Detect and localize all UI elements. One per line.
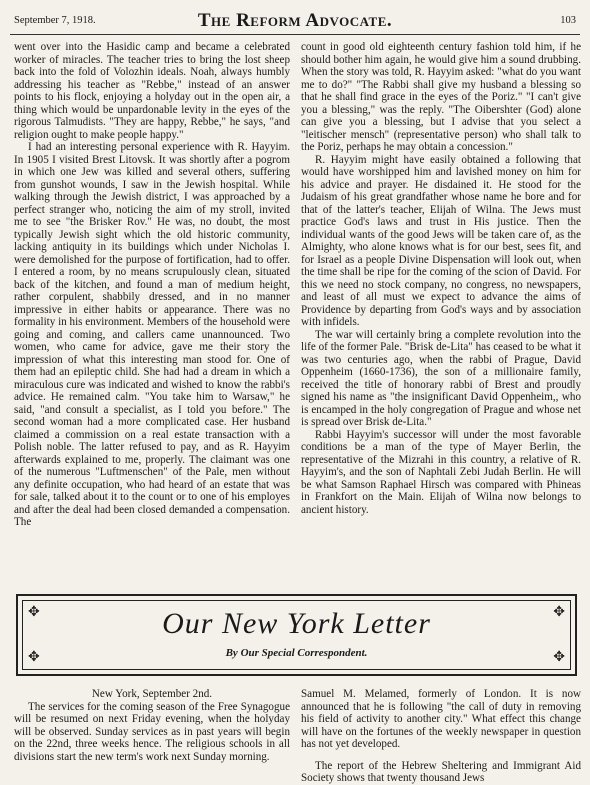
article-paragraph: went over into the Hasidic camp and became a celebrated worker of miracles. The teacher tries to bring the lost sheep back into the fold of Volozhin ideals. Noah, always humbly addressing his teacher as "Rebbe," instead of an answer points to his flock, enjoying a holyday out in the open air, a thing which would be unpardonable levity in the eyes of the rigorous Talmudists. "They are happy, Rebbe," he says, "and religion ought to make people happy." [14, 41, 290, 141]
letter-paragraph: Samuel M. Melamed, formerly of London. It is now announced that he is following "the call of duty in removing his field of activity to another city." What effect this change will have on the fortunes of the weekly newspaper in question has not yet developed. [301, 688, 581, 750]
section-title: Our New York Letter [162, 607, 431, 640]
section-byline: By Our Special Correspondent. [225, 647, 368, 659]
article-right-column [301, 41, 581, 516]
article-paragraph: R. Hayyim might have easily obtained a following that would have worshipped him and lavished money on him for his advice and prayer. He disdained it. He stood for the Judaism of his great grandfather whose name he bore and for that of the latter's teacher, Elijah of Wilna. The Jews must practice God's laws and trust in His justice. Then the individual wants of the good Jews will be taken care of, as the Almighty, who alone knows what is for our best, sees fit, and for Israel as a people Divine Dispensation will look out, when the time shall be ripe for the coming of the scion of David. For this we need no stock company, no congress, no newspapers, and least of all must we expect to advance the aims of Providence by departing from God's ways and by association with infidels. [301, 153, 581, 328]
corner-ornament-icon: ✥ [28, 650, 40, 665]
article-paragraph: The war will certainly bring a complete revolution into the life of the former Pale. "Brisk de-Lita" has ceased to be what it was two centuries ago, when the rabbi of Prague, David Oppenheim (1660-1736), the son of a millionaire family, received the title of honorary rabbi of Brest and proudly signed his name as "the insignificant David Oppenheim,, who is encamped in the holy congregation of Prague and whose net is spread over Brisk de-Lita." [301, 328, 581, 428]
article-paragraph: Rabbi Hayyim's successor will under the most favorable conditions be a man of the type of Mayer Berlin, the representative of the Mizrahi in this country, a relative of R. Hayyim's, and the son of Naphtali Zebi Judah Berlin. He will be what Samson Raphael Hirsch was compared with Phineas in Frankfort on the Main. Elijah of Wilna now belongs to ancient history. [301, 428, 581, 516]
publication-title: The Reform Advocate. [197, 10, 393, 31]
page-header [10, 10, 580, 35]
letter-left-column [14, 688, 290, 763]
section-banner [16, 594, 577, 676]
letter-paragraph: The services for the coming season of the Free Synagogue will be resumed on next Friday evening, when the holyday will be observed. Sunday services as in past years will begin on the 22nd, three weeks hence. The religious schools in all divisions start the new term's work next Sunday morning. [14, 700, 290, 763]
article-paragraph: count in good old eighteenth century fashion told him, if he should bother him again, he would give him a sound drubbing. When the story was told, R. Hayyim asked: "what do you want me to do?" "The Rabbi shall give my husband a blessing so that he shall find grace in the eyes of the Poriz." "I can't give you a blessing," was the reply. "The Oibershter (God) alone can give you a blessing, but I advise that you select a "leitischer mensch" (representative person) who shall talk to the Poriz, perhaps he may obtain a concession." [301, 41, 581, 153]
article-paragraph: I had an interesting personal experience with R. Hayyim. In 1905 I visited Brest Litovsk. It was shortly after a pogrom in which one Jew was killed and several others, suffering from gunshot wounds, I saw in the Jewish hospital. While walking through the Jewish district, I was approached by a perfect stranger who, noticing the aim of my stroll, invited me to see "the Brisker Rov." He was, no doubt, the most typically Jewish sight which the old historic community, lacking antiquity in its buildings which under Nicholas I. were demolished for the purpose of fortification, had to offer. I entered a room, by no means scrupulously clean, situated back of the kitchen, and found a man of medium height, rather corpulent, shabbily dressed, and in no manner impressive in either habits or appearance. There was no formality in his environment. Members of the household were going and coming, and callers came unannounced. Two women, who came for advice, gave me their story the impression of what this interesting man stood for. One of them had an epileptic child. She had had a dream in which a miraculous cure was indicated and wished to know the rabbi's advice. He remained calm. "You take him to Warsaw," he said, "and consult a specialist, as I told you before." The second woman had a more complicated case. Her husband claimed a commission on a real estate transaction with a Polish noble. The latter refused to pay, and as R. Hayyim afterwards explained to me, properly. The claimant was one of the numerous "Luftmenschen" of the Pale, men without any definite occupation, who had heard of an estate that was for sale, talked about it to the count or to one of his employes and after the deal had been closed demanded a compensation. The [14, 141, 290, 528]
corner-ornament-icon: ✥ [28, 605, 40, 620]
letter-paragraph: The report of the Hebrew Sheltering and Immigrant Aid Society shows that twenty thousand Jews [301, 759, 581, 784]
corner-ornament-icon: ✥ [553, 605, 565, 620]
letter-right-column [301, 688, 581, 785]
page-number: 103 [560, 15, 576, 26]
letter-dateline: New York, September 2nd. [91, 688, 213, 700]
corner-ornament-icon: ✥ [553, 650, 565, 665]
article-left-column [14, 41, 290, 529]
issue-date: September 7, 1918. [14, 15, 96, 26]
